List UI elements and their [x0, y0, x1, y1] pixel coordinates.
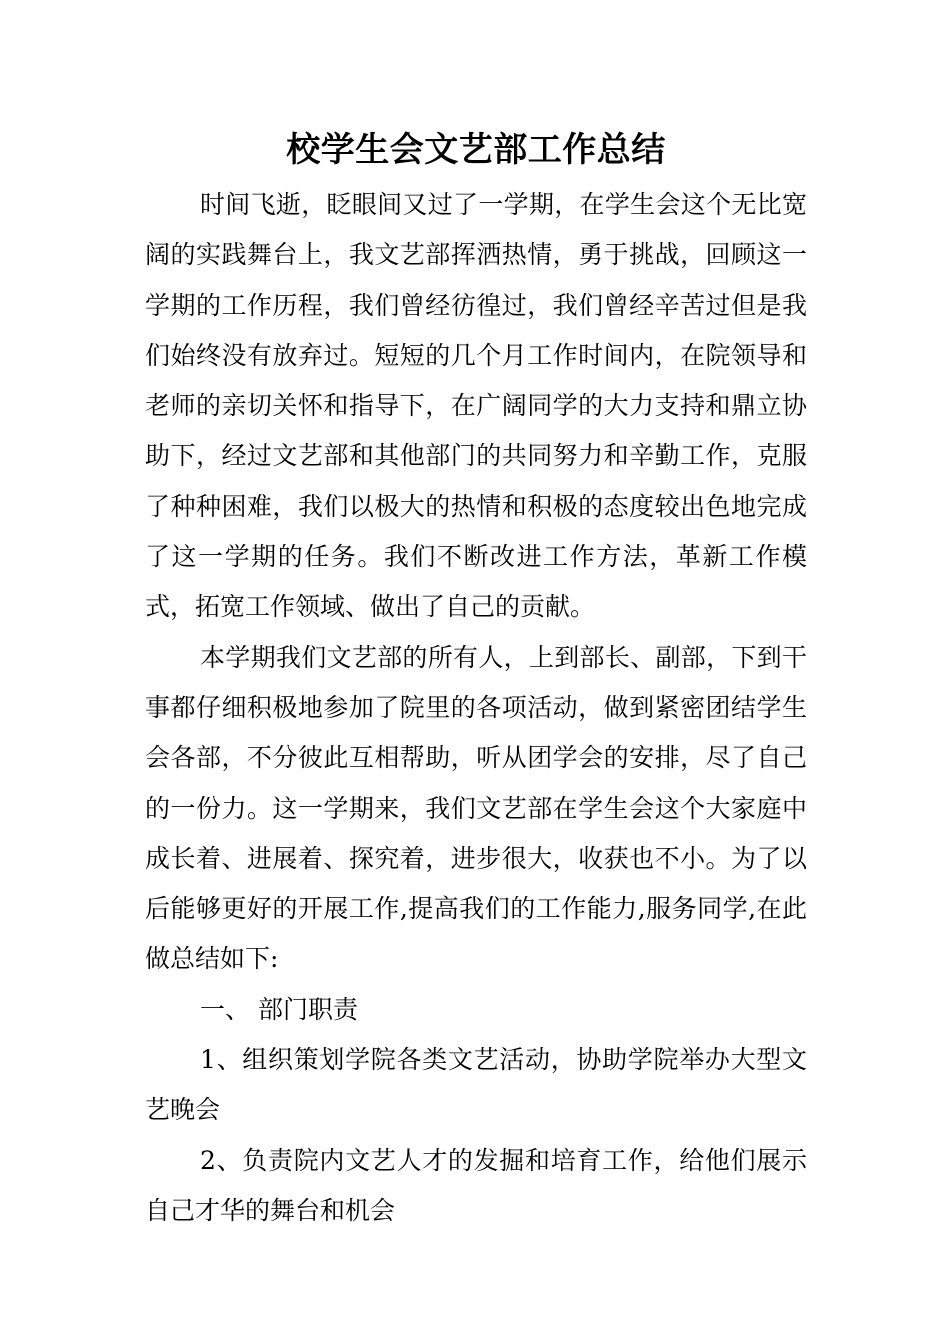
document-title: 校学生会文艺部工作总结: [286, 130, 666, 170]
duty-item-2: 2、负责院内文艺人才的发掘和培育工作，给他们展示自己才华的舞台和机会: [145, 1145, 807, 1225]
duty-item-1: 1、组织策划学院各类文艺活动，协助学院举办大型文艺晚会: [145, 1045, 807, 1125]
section-heading-duties: 一、 部门职责: [200, 994, 358, 1024]
paragraph-intro: 时间飞逝，眨眼间又过了一学期，在学生会这个无比宽阔的实践舞台上，我文艺部挥洒热情，勇于挑战，回顾这一学期的工作历程，我们曾经彷徨过，我们曾经辛苦过但是我们始终没有放弃过。短短的几个月工作时间内，在院领导和老师的亲切关怀和指导下，在广阔同学的大力支持和鼎立协助下，经过文艺部和其他部门的共同努力和辛勤工作，克服了种种困难，我们以极大的热情和积极的态度较出色地完成了这一学期的任务。我们不断改进工作方法，革新工作模式，拓宽工作领域、做出了自己的贡献。: [145, 190, 807, 622]
document-page: [145, 120, 807, 1236]
paragraph-team: 本学期我们文艺部的所有人，上到部长、副部，下到干事都仔细积极地参加了院里的各项活动，做到紧密团结学生会各部，不分彼此互相帮助，听从团学会的安排，尽了自己的一份力。这一学期来，我们文艺部在学生会这个大家庭中成长着、进展着、探究着，进步很大，收获也不小。为了以后能够更好的开展工作,提高我们的工作能力,服务同学,在此做总结如下:: [145, 642, 807, 974]
